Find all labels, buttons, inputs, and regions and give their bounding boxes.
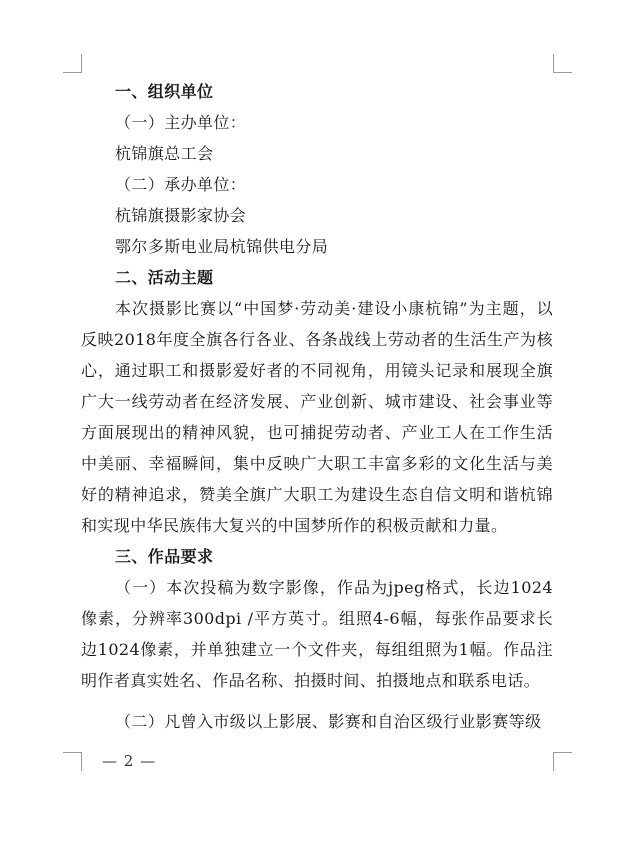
requirement-item-2: （二）凡曾入市级以上影展、影赛和自治区级行业影赛等级	[115, 712, 542, 731]
section-heading-requirements: 三、作品要求	[115, 547, 214, 566]
crop-mark-bottom-left	[63, 752, 82, 771]
crop-mark-bottom-right	[553, 752, 572, 771]
theme-paragraph: 本次摄影比赛以“中国梦·劳动美·建设小康杭锦”为主题，以反映2018年度全旗各行各业、各条战线上劳动者的生活生产为核心，通过职工和摄影爱好者的不同视角，用镜头记录和展现全旗广大一线劳动者在经济发展、产业创新、城市建设、社会事业等方面展现出的精神风貌，也可捕捉劳动者、产业工人在工作生活中美丽、幸福瞬间，集中反映广大职工丰富多彩的文化生活与美好的精神追求，赞美全旗广大职工为建设生态自信文明和谐杭锦和实现中华民族伟大复兴的中国梦所作的积极贡献和力量。	[81, 299, 553, 535]
organizer-name-1: 杭锦旗摄影家协会	[115, 206, 247, 225]
document-body	[81, 76, 553, 748]
organizer-name-2: 鄂尔多斯电业局杭锦供电分局	[115, 237, 329, 256]
sponsor-label: （一）主办单位：	[115, 113, 247, 132]
crop-mark-top-left	[63, 54, 82, 73]
section-heading-organization: 一、组织单位	[115, 82, 214, 101]
sponsor-name: 杭锦旗总工会	[115, 144, 214, 163]
section-heading-theme: 二、活动主题	[115, 268, 214, 287]
crop-mark-top-right	[553, 54, 572, 73]
requirement-item-1: （一）本次投稿为数字影像，作品为jpeg格式，长边1024像素，分辨率300dpi /平方英寸。组照4-6幅，每张作品要求长边1024像素，并单独建立一个文件夹，每组组照为1幅。作品注明作者真实姓名、作品名称、拍摄时间、拍摄地点和联系电话。	[81, 578, 553, 690]
page-number: — 2 —	[102, 752, 157, 770]
organizer-label: （二）承办单位：	[115, 175, 247, 194]
